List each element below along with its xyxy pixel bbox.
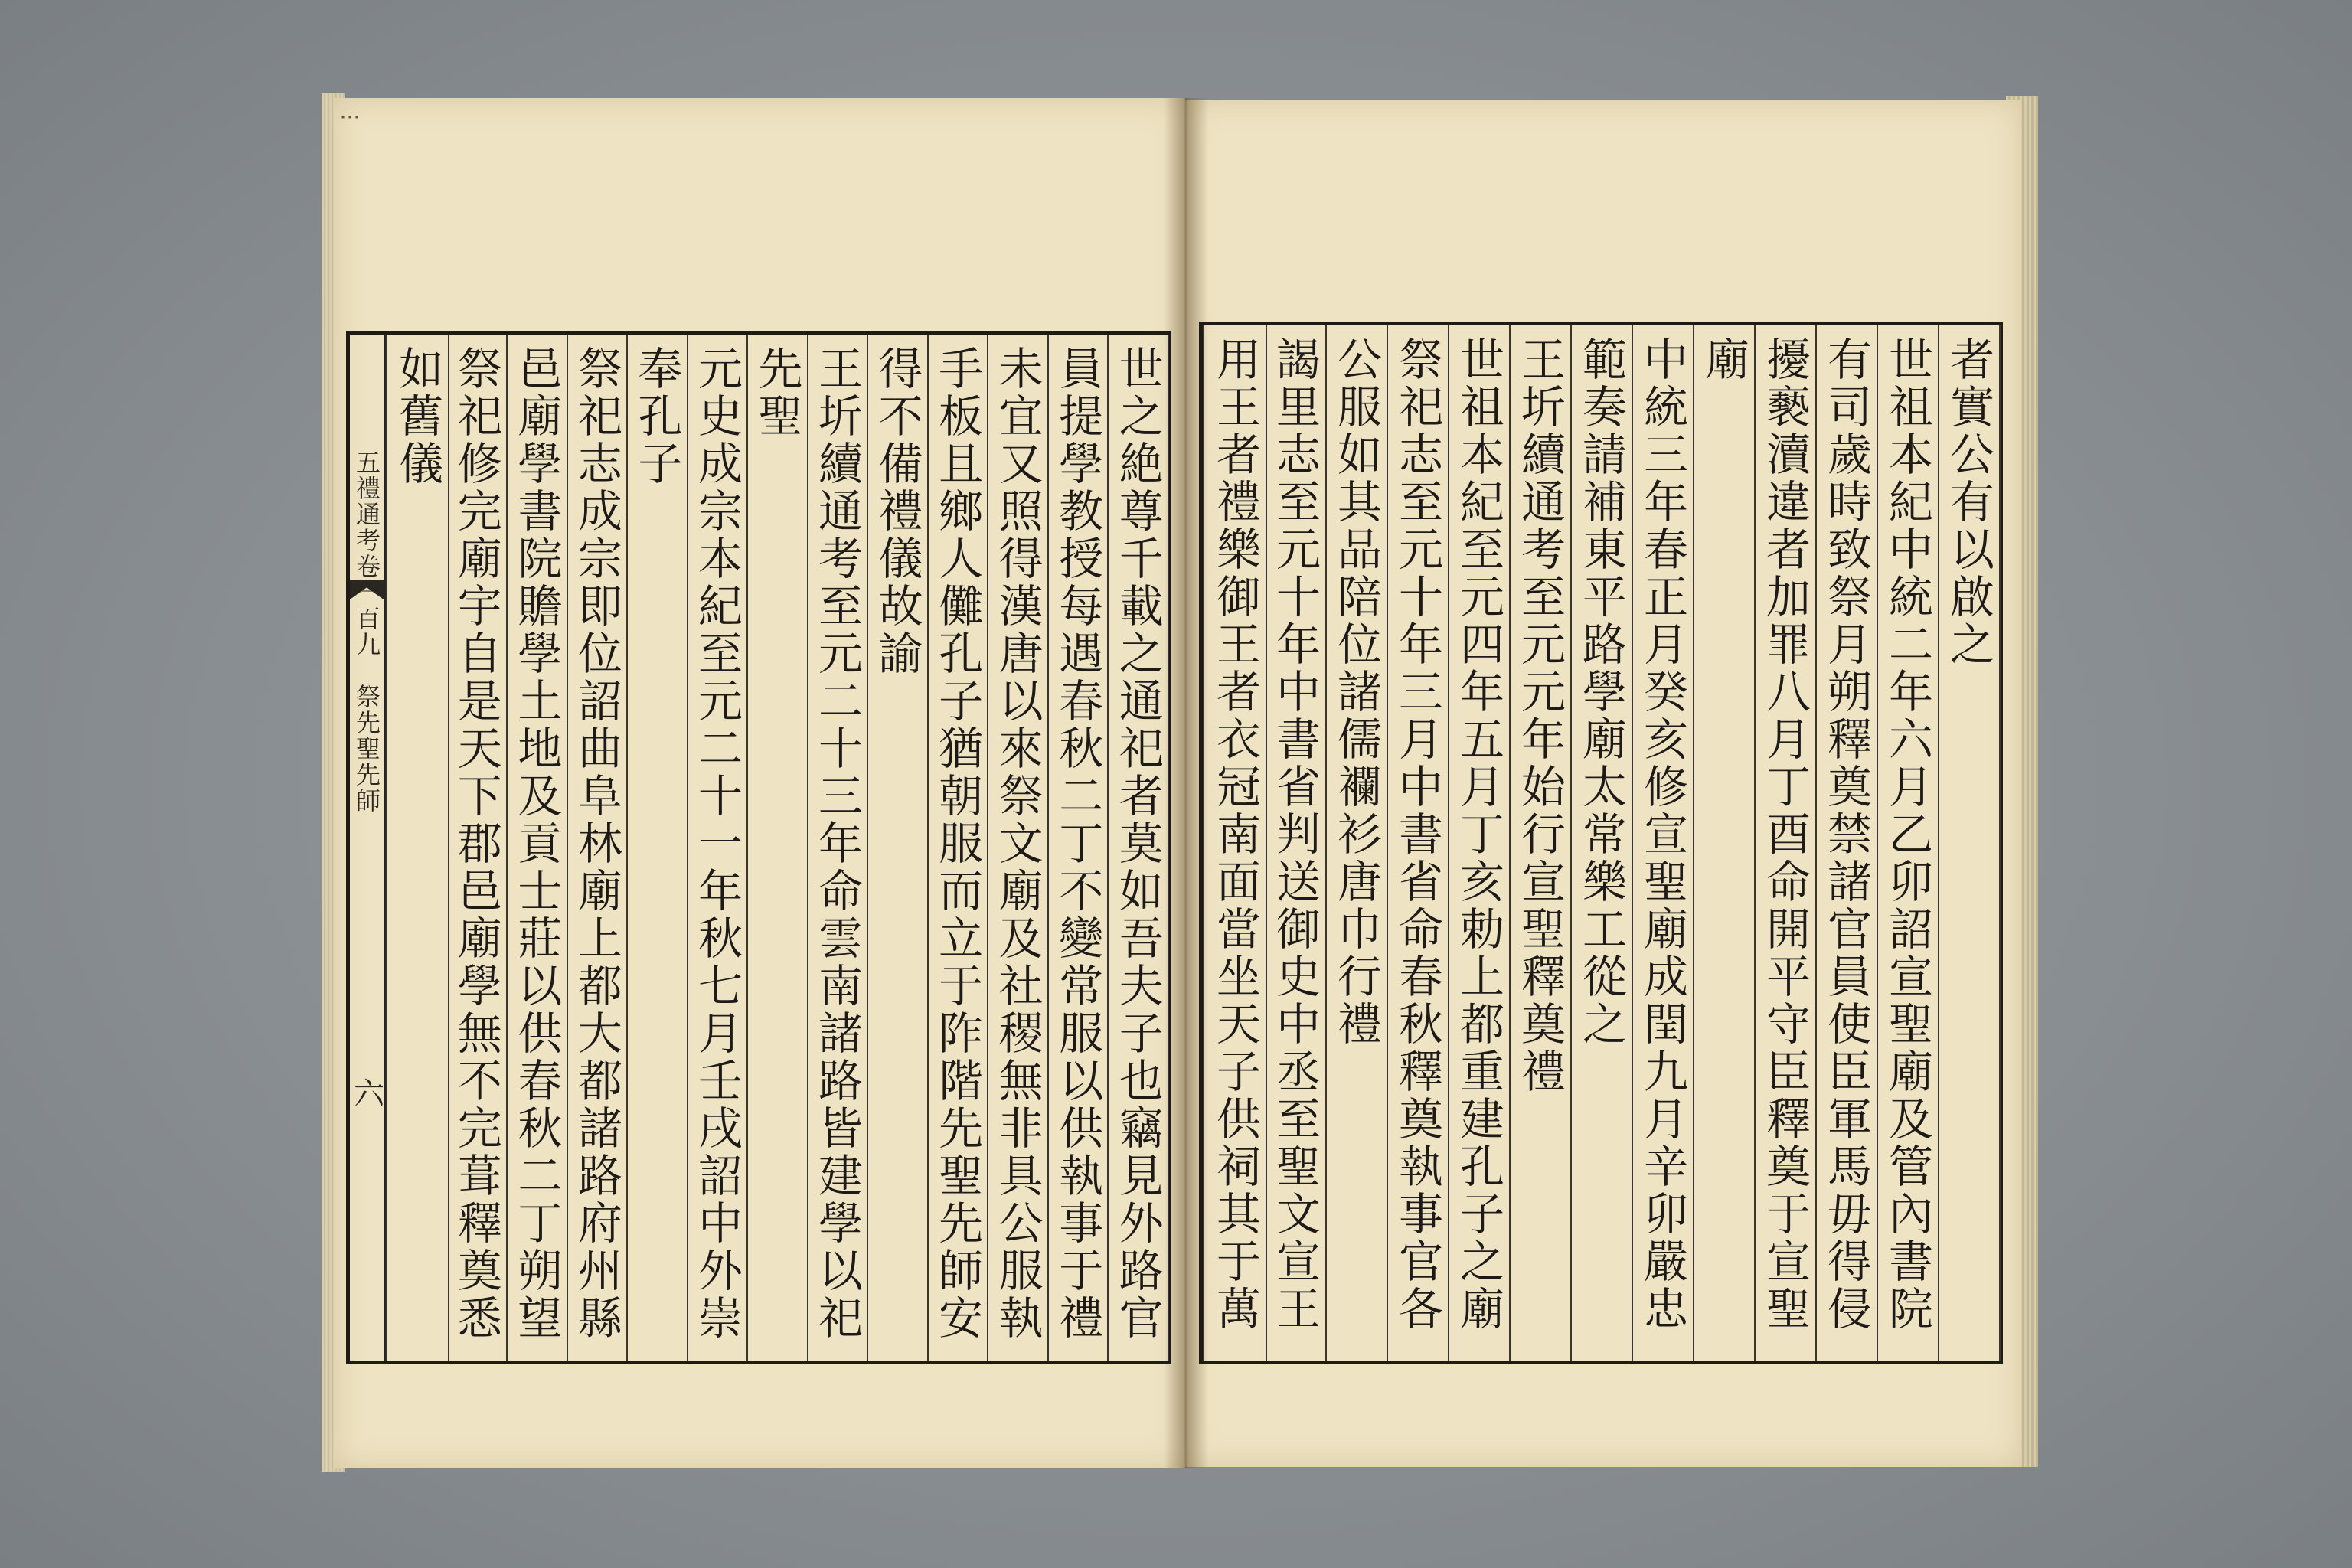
column-text: 範奏請補東平路學廟太常樂工從之	[1575, 336, 1627, 1048]
text-column	[746, 335, 808, 1361]
column-text: 謁里志至元十年中書省判送御史中丞至聖文宣王	[1269, 336, 1321, 1333]
text-column	[446, 335, 508, 1361]
column-text: 廟	[1697, 336, 1749, 384]
column-text: 員提學教授每遇春秋二丁不變常服以供執事于禮	[1051, 345, 1104, 1342]
column-text: 得不備禮儀故諭	[871, 345, 923, 678]
column-text: 世祖本紀中統二年六月乙卯詔宣聖廟及管內書院	[1881, 336, 1933, 1333]
column-text: 奉孔子	[630, 345, 683, 488]
text-column	[927, 335, 989, 1361]
column-text: 世之絶尊千載之通祀者莫如吾夫子也竊見外路官	[1111, 345, 1164, 1342]
folio-number: 六	[348, 1077, 384, 1108]
text-column	[987, 335, 1049, 1361]
text-column	[1509, 325, 1572, 1361]
text-column	[1754, 325, 1817, 1361]
column-text: 如舊儀	[391, 345, 444, 488]
column-text: 王圻續通考至元元年始行宣聖釋奠禮	[1514, 336, 1566, 1096]
text-column	[1448, 325, 1511, 1361]
text-column	[386, 335, 449, 1361]
column-text: 王圻續通考至元二十三年命雲南諸路皆建學以祀	[811, 345, 864, 1342]
column-text: 有司歲時致祭月朔釋奠禁諸官員使臣軍馬毋得侵	[1820, 336, 1872, 1333]
text-column	[1107, 335, 1169, 1361]
text-column	[1693, 325, 1756, 1361]
column-text: 祭祀志至元十年三月中書省命春秋釋奠執事官各	[1391, 336, 1443, 1333]
left-text-block	[346, 331, 1171, 1364]
text-column	[1632, 325, 1694, 1361]
fold-title: 五禮通考卷一百九 祭先聖先師	[352, 449, 381, 814]
text-column	[1047, 335, 1109, 1361]
column-text: 先聖	[750, 345, 803, 440]
column-text: 擾褻瀆違者加罪八月丁酉命開平守臣釋奠于宣聖	[1759, 336, 1811, 1333]
column-text: 元史成宗本紀至元二十一年秋七月壬戌詔中外崇	[690, 345, 743, 1342]
text-column	[1387, 325, 1449, 1361]
column-text: 未宜又照得漢唐以來祭文廟及社稷無非具公服執	[991, 345, 1044, 1342]
column-text: 用王者禮樂御王者衣冠南面當坐天子供祠其于萬	[1209, 336, 1261, 1333]
text-column	[867, 335, 929, 1361]
text-column	[1570, 325, 1633, 1361]
text-column	[807, 335, 869, 1361]
column-text: 祭祀修完廟宇自是天下郡邑廟學無不完葺釋奠悉	[449, 345, 502, 1342]
text-column	[626, 335, 688, 1361]
column-text: 公服如其品陪位諸儒襴衫唐巾行禮	[1330, 336, 1382, 1048]
text-column	[1325, 325, 1388, 1361]
corner-mark-left: ⋮	[338, 107, 361, 127]
column-text: 邑廟學書院贍學土地及貢士莊以供春秋二丁朔望	[510, 345, 563, 1342]
text-column	[1203, 325, 1267, 1361]
text-column	[506, 335, 568, 1361]
text-column	[1815, 325, 1878, 1361]
text-column	[1938, 325, 2001, 1361]
fold-strip	[350, 335, 386, 1361]
text-column	[687, 335, 749, 1361]
right-text-block	[1199, 322, 2003, 1364]
text-column	[567, 335, 629, 1361]
column-text: 祭祀志成宗即位詔曲阜林廟上都大都諸路府州縣	[570, 345, 622, 1342]
text-column	[1877, 325, 1939, 1361]
text-column	[1264, 325, 1327, 1361]
column-text: 者實公有以啟之	[1942, 336, 1994, 668]
column-text: 中統三年春正月癸亥修宣聖廟成閏九月辛卯嚴忠	[1636, 336, 1688, 1333]
column-text: 手板且鄉人儺孔子猶朝服而立于阼階先聖先師安	[931, 345, 984, 1342]
column-text: 世祖本紀至元四年五月丁亥勅上都重建孔子之廟	[1452, 336, 1504, 1333]
